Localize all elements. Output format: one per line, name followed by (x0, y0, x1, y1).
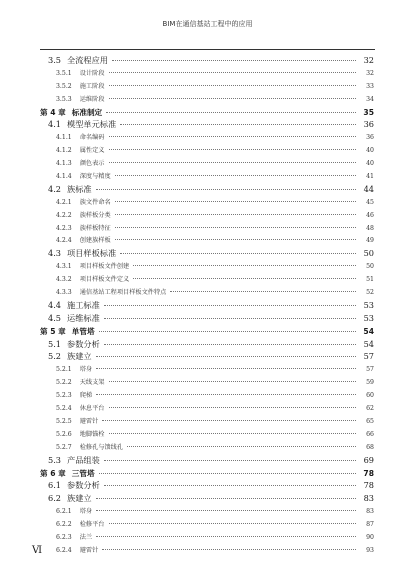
dot-leader (109, 72, 357, 73)
toc-entry-number: 第 6 章 (40, 468, 66, 478)
toc-entry-number: 4.3.2 (56, 276, 72, 284)
toc-entry-number: 5.2.1 (56, 366, 72, 374)
toc-entry-title: 施工标准 (67, 299, 100, 310)
toc-entry-title: 天线支架 (79, 379, 105, 387)
dot-leader (109, 407, 357, 408)
toc-entry[interactable] (40, 171, 374, 184)
dot-leader (170, 291, 356, 292)
toc-entry-title: 运维阶段 (79, 95, 105, 103)
dot-leader (104, 460, 356, 461)
toc-entry-page: 52 (366, 289, 374, 297)
dot-leader (109, 381, 357, 382)
toc-entry-page: 45 (366, 198, 374, 206)
toc-entry-title: 设计阶段 (79, 69, 105, 77)
toc-entry-title: 通信基站工程项目样板文件特点 (79, 289, 167, 297)
toc-entry-page: 40 (366, 160, 374, 168)
toc-entry-title: 塔身 (79, 366, 93, 374)
toc-entry[interactable] (40, 519, 374, 532)
toc-entry-page: 57 (363, 351, 374, 362)
toc-entry-page: 83 (366, 508, 374, 516)
toc-entry[interactable] (40, 235, 374, 248)
toc-entry-page: 68 (366, 443, 374, 451)
toc-entry-number: 6.1 (48, 480, 62, 491)
dot-leader (109, 149, 357, 150)
toc-entry-number: 6.2.2 (56, 521, 72, 529)
dot-leader (96, 510, 356, 511)
toc-entry[interactable] (40, 506, 374, 519)
toc-entry-title: 参数分析 (67, 338, 100, 349)
toc-entry[interactable] (40, 55, 374, 68)
dot-leader (109, 523, 357, 524)
toc-entry-title: 参数分析 (67, 480, 100, 491)
dot-leader (109, 162, 357, 163)
toc-entry-page: 32 (366, 69, 374, 77)
toc-entry[interactable] (40, 377, 374, 390)
toc-entry-number: 5.2.4 (56, 405, 72, 413)
toc-entry-title: 项目样板文件定义 (79, 276, 130, 284)
toc-entry-page: 59 (366, 379, 374, 387)
toc-entry[interactable] (40, 223, 374, 236)
toc-entry[interactable] (40, 351, 374, 364)
dot-leader (102, 549, 356, 550)
toc-entry-title: 施工阶段 (79, 82, 105, 90)
toc-entry[interactable] (40, 416, 374, 429)
dot-leader (115, 214, 356, 215)
toc-entry-page: 49 (366, 237, 374, 245)
toc-entry-page: 53 (363, 299, 374, 310)
toc-entry[interactable] (40, 442, 374, 455)
dot-leader (120, 124, 356, 125)
toc-entry-page: 62 (366, 405, 374, 413)
toc-entry[interactable] (40, 94, 374, 107)
toc-entry-title: 族标准 (67, 183, 92, 194)
dot-leader (133, 265, 356, 266)
toc-entry-number: 第 5 章 (40, 326, 66, 336)
toc-entry[interactable] (40, 313, 374, 326)
toc-entry-title: 避雷针 (79, 546, 99, 554)
toc-entry-title: 法兰 (79, 533, 93, 541)
toc-entry-number: 5.3 (48, 454, 62, 465)
toc-entry-number: 4.2.4 (56, 237, 72, 245)
toc-entry[interactable] (40, 455, 374, 468)
dot-leader (104, 305, 356, 306)
toc-entry-page: 51 (366, 276, 374, 284)
toc-entry-number: 5.2.3 (56, 392, 72, 400)
toc-entry-number: 3.5 (48, 55, 62, 65)
toc-entry-page: 87 (366, 521, 374, 529)
toc-entry-title: 族文件命名 (79, 198, 111, 206)
toc-entry-number: 4.2.1 (56, 198, 72, 206)
toc-entry-number: 4.3.1 (56, 263, 72, 271)
toc-entry-number: 4.2.2 (56, 211, 72, 219)
toc-entry-page: 41 (366, 173, 374, 181)
toc-entry-number: 3.5.2 (56, 82, 72, 90)
toc-entry[interactable] (40, 300, 374, 313)
toc-entry-number: 4.1.3 (56, 160, 72, 168)
dot-leader (115, 239, 356, 240)
dot-leader (96, 498, 356, 499)
toc-entry-page: 78 (363, 468, 374, 478)
toc-entry-page: 65 (366, 417, 374, 425)
toc-entry[interactable] (40, 468, 374, 481)
toc-entry-title: 族建立 (67, 493, 92, 504)
dot-leader (99, 473, 356, 474)
toc-entry-page: 54 (363, 326, 374, 336)
toc-entry-number: 4.2 (48, 183, 62, 194)
dot-leader (104, 318, 356, 319)
dot-leader (104, 485, 356, 486)
toc-entry-number: 4.1.4 (56, 173, 72, 181)
toc-entry[interactable] (40, 119, 374, 132)
toc-entry-number: 5.2.6 (56, 430, 72, 438)
toc-entry-number: 6.2.1 (56, 508, 72, 516)
toc-entry[interactable] (40, 197, 374, 210)
toc-entry-number: 4.3.3 (56, 289, 72, 297)
toc-entry-page: 78 (363, 480, 374, 491)
toc-entry-page: 33 (366, 82, 374, 90)
toc-entry-number: 5.1 (48, 338, 62, 349)
toc-entry-title: 产品组装 (67, 454, 100, 465)
toc-entry-page: 83 (363, 493, 374, 504)
toc-entry-title: 塔身 (79, 508, 93, 516)
toc-entry-title: 标准制定 (71, 107, 103, 117)
toc-entry-number: 6.2.3 (56, 533, 72, 541)
toc-entry-number: 4.4 (48, 299, 62, 310)
dot-leader (106, 112, 356, 113)
toc-entry[interactable] (40, 493, 374, 506)
toc-entry-page: 54 (363, 338, 374, 349)
toc-entry-title: 模型单元标准 (67, 119, 117, 130)
toc-entry[interactable] (40, 326, 374, 339)
dot-leader (109, 433, 357, 434)
toc-entry-title: 爬梯 (79, 392, 93, 400)
toc-entry-page: 69 (363, 454, 374, 465)
page-folio: Ⅵ (32, 545, 43, 556)
toc-entry-page: 44 (363, 183, 374, 194)
toc-entry-title: 避雷针 (79, 417, 99, 425)
toc-entry-page: 40 (366, 147, 374, 155)
toc-entry-title: 深度与精度 (79, 173, 111, 181)
dot-leader (109, 85, 357, 86)
toc-entry[interactable] (40, 390, 374, 403)
toc-entry[interactable] (40, 274, 374, 287)
toc-entry[interactable] (40, 480, 374, 493)
toc-entry-number: 第 4 章 (40, 107, 66, 117)
dot-leader (96, 536, 356, 537)
dot-leader (96, 189, 356, 190)
toc-entry[interactable] (40, 429, 374, 442)
toc-entry[interactable] (40, 339, 374, 352)
toc-entry-number: 4.5 (48, 312, 62, 323)
toc-entry-page: 53 (363, 312, 374, 323)
toc-entry-title: 族样板分类 (79, 211, 111, 219)
toc-entry-page: 66 (366, 430, 374, 438)
dot-leader (109, 98, 357, 99)
toc-entry-number: 4.2.3 (56, 224, 72, 232)
dot-leader (115, 201, 356, 202)
toc-entry-number: 5.2 (48, 351, 62, 362)
toc-entry-title: 运维标准 (67, 312, 100, 323)
toc-entry-title: 族样板特征 (79, 224, 111, 232)
toc-entry-title: 项目样板文件创建 (79, 263, 130, 271)
toc-entry-page: 60 (366, 392, 374, 400)
toc-entry-title: 创建族样板 (79, 237, 111, 245)
dot-leader (104, 344, 356, 345)
toc-entry[interactable] (40, 81, 374, 94)
dot-leader (99, 331, 356, 332)
toc-entry-page: 36 (366, 134, 374, 142)
toc-entry[interactable] (40, 403, 374, 416)
dot-leader (96, 394, 356, 395)
toc-entry-title: 休息平台 (79, 405, 105, 413)
toc-entry-title: 族建立 (67, 351, 92, 362)
toc-entry[interactable] (40, 145, 374, 158)
toc-entry-title: 命名编码 (79, 134, 105, 142)
toc-entry-number: 3.5.3 (56, 95, 72, 103)
toc-entry-number: 4.1.2 (56, 147, 72, 155)
dot-leader (120, 253, 356, 254)
toc-entry-title: 检修孔与馈线孔 (79, 443, 124, 451)
toc-entry[interactable] (40, 210, 374, 223)
toc-entry-title: 单管塔 (71, 326, 95, 336)
toc-entry-title: 属性定义 (79, 147, 105, 155)
toc-entry-page: 50 (363, 248, 374, 259)
toc-entry-page: 32 (363, 55, 374, 65)
toc-entry[interactable] (40, 107, 374, 120)
toc-entry[interactable] (40, 184, 374, 197)
toc-entry-page: 35 (363, 107, 374, 117)
toc-entry[interactable] (40, 248, 374, 261)
dot-leader (96, 368, 356, 369)
toc-entry-number: 5.2.5 (56, 417, 72, 425)
running-header (40, 0, 375, 50)
toc-entry-number: 6.2.4 (56, 546, 72, 554)
toc-entry-number: 5.2.7 (56, 443, 72, 451)
toc-entry-number: 6.2 (48, 493, 62, 504)
toc-entry[interactable] (40, 532, 374, 545)
dot-leader (112, 60, 356, 61)
toc-entry[interactable] (40, 261, 374, 274)
toc-entry-page: 93 (366, 546, 374, 554)
dot-leader (109, 136, 357, 137)
toc-entry-page: 50 (366, 263, 374, 271)
toc-entry-title: 项目样板标准 (67, 248, 117, 259)
dot-leader (96, 356, 356, 357)
toc-entry-page: 46 (366, 211, 374, 219)
toc-entry-page: 90 (366, 533, 374, 541)
toc-entry-number: 3.5.1 (56, 69, 72, 77)
toc-entry-number: 4.3 (48, 248, 62, 259)
toc-entry-title: 检修平台 (79, 521, 105, 529)
toc-entry[interactable] (40, 158, 374, 171)
table-of-contents (40, 55, 374, 558)
toc-entry-title: 颜色表示 (79, 160, 105, 168)
dot-leader (115, 227, 356, 228)
toc-entry-number: 5.2.2 (56, 379, 72, 387)
dot-leader (102, 420, 356, 421)
toc-entry-page: 36 (363, 119, 374, 130)
toc-entry[interactable] (40, 364, 374, 377)
toc-entry-title: 地脚锚栓 (79, 430, 105, 438)
toc-entry[interactable] (40, 545, 374, 558)
toc-entry-number: 4.1.1 (56, 134, 72, 142)
toc-entry-title: 全流程应用 (67, 55, 108, 65)
dot-leader (127, 446, 356, 447)
toc-entry[interactable] (40, 68, 374, 81)
toc-entry-number: 4.1 (48, 119, 62, 130)
running-header-title: BIM在通信基站工程中的应用 (162, 20, 253, 28)
toc-entry-page: 34 (366, 95, 374, 103)
toc-entry-page: 57 (366, 366, 374, 374)
dot-leader (133, 278, 356, 279)
toc-entry-title: 三管塔 (71, 468, 95, 478)
toc-entry[interactable] (40, 287, 374, 300)
toc-entry-page: 48 (366, 224, 374, 232)
toc-entry[interactable] (40, 132, 374, 145)
dot-leader (115, 175, 356, 176)
